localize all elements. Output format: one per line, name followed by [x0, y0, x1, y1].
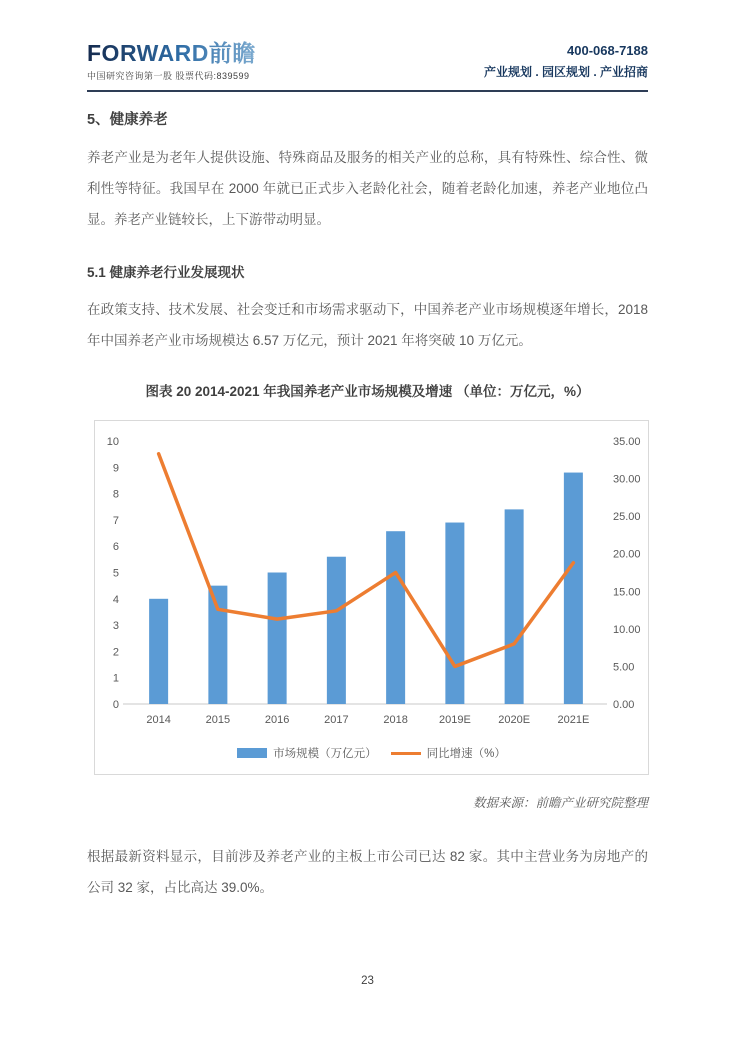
right-axis-tick-label: 15.00	[613, 586, 641, 599]
bar	[208, 586, 227, 704]
page-number: 23	[361, 975, 374, 987]
x-axis-tick-label: 2021E	[557, 714, 590, 727]
right-axis-tick-label: 30.00	[613, 474, 641, 487]
section-heading: 5、健康养老	[87, 112, 168, 129]
bar	[445, 523, 464, 704]
chart	[94, 420, 649, 775]
bar	[564, 473, 583, 704]
header-contact	[484, 40, 648, 82]
bar	[149, 599, 168, 704]
legend-bar-label: 市场规模（万亿元）	[273, 748, 377, 761]
left-axis-tick-label: 2	[112, 646, 119, 659]
left-axis-tick-label: 7	[112, 515, 119, 528]
x-axis-tick-label: 2015	[205, 714, 231, 727]
legend-item-line	[391, 745, 506, 761]
page-header	[87, 0, 648, 92]
paragraph-listed-companies: 根据最新资料显示，目前涉及养老产业的主板上市公司已达 82 家。其中主营业务为房地产的公司 32 家，占比高达 39.0%。	[87, 849, 648, 896]
paragraph-intro: 养老产业是为老年人提供设施、特殊商品及服务的相关产业的总称，具有特殊性、综合性、微利性等特征。我国早在 2000 年就已正式步入老龄化社会，随着老龄化加速，养老产业地位凸显。养老产业链较长，上下游带动明显。	[87, 150, 648, 228]
logo-wordmark: FORWARD前瞻	[87, 40, 256, 67]
chart-legend	[95, 745, 648, 761]
header-services: 产业规划 . 园区规划 . 产业招商	[483, 65, 648, 80]
logo	[87, 41, 256, 82]
left-axis-tick-label: 5	[112, 567, 119, 580]
right-axis-tick-label: 0.00	[613, 699, 635, 712]
line-series-swatch-icon	[391, 752, 421, 755]
left-axis-tick-label: 1	[112, 673, 119, 686]
chart-svg	[95, 421, 648, 743]
left-axis-tick-label: 10	[106, 436, 119, 449]
right-axis-tick-label: 10.00	[613, 624, 641, 637]
bar	[268, 573, 287, 705]
subsection-heading: 5.1 健康养老行业发展现状	[87, 265, 245, 281]
bar-series-swatch-icon	[237, 748, 267, 758]
left-axis-tick-label: 3	[112, 620, 119, 633]
left-axis-tick-label: 0	[112, 699, 119, 712]
x-axis-tick-label: 2019E	[438, 714, 471, 727]
right-axis-tick-label: 25.00	[613, 511, 641, 524]
left-axis-tick-label: 8	[112, 489, 119, 502]
paragraph-market: 在政策支持、技术发展、社会变迁和市场需求驱动下，中国养老产业市场规模逐年增长，2018 年中国养老产业市场规模达 6.57 万亿元，预计 2021 年将突破 10 万亿元。	[87, 302, 648, 349]
right-axis-tick-label: 20.00	[613, 549, 641, 562]
chart-caption: 图表 20 2014-2021 年我国养老产业市场规模及增速 （单位：万亿元，%）	[145, 384, 590, 400]
bar	[327, 557, 346, 704]
data-source-note: 数据来源：前瞻产业研究院整理	[472, 796, 648, 811]
header-phone: 400-068-7188	[567, 43, 648, 58]
right-axis-tick-label: 5.00	[613, 661, 635, 674]
right-axis-tick-label: 35.00	[613, 436, 641, 449]
bar	[386, 532, 405, 705]
left-axis-tick-label: 9	[112, 462, 119, 475]
left-axis-tick-label: 4	[112, 594, 119, 607]
x-axis-tick-label: 2016	[264, 714, 290, 727]
legend-item-bar	[237, 745, 377, 761]
logo-tagline: 中国研究咨询第一股 股票代码:839599	[87, 71, 250, 82]
x-axis-tick-label: 2020E	[498, 714, 531, 727]
left-axis-tick-label: 6	[112, 541, 119, 554]
x-axis-tick-label: 2018	[383, 714, 408, 727]
bar	[505, 510, 524, 705]
x-axis-tick-label: 2017	[324, 714, 349, 727]
legend-line-label: 同比增速（%）	[426, 748, 506, 761]
x-axis-tick-label: 2014	[146, 714, 171, 727]
